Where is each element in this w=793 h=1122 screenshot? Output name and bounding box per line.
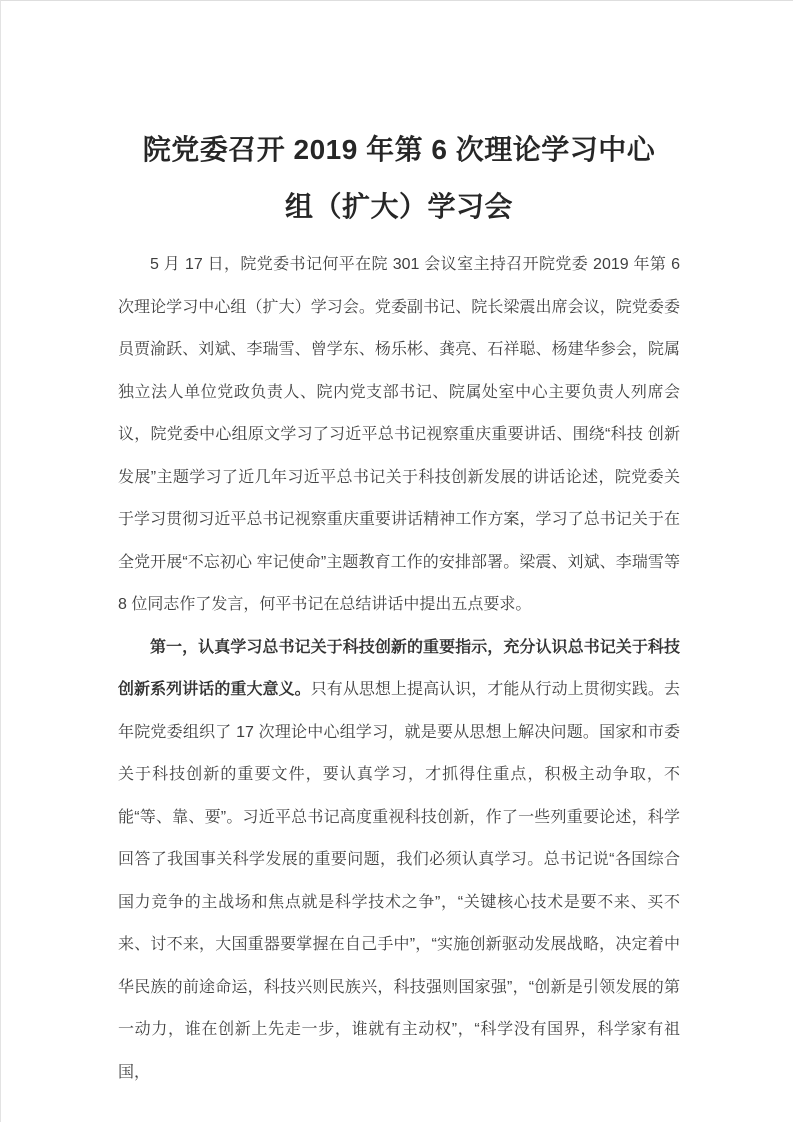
- paragraph-point-one: [118, 627, 680, 1095]
- paragraph-intro-text: 5 月 17 日，院党委书记何平在院 301 会议室主持召开院党委 2019 年第 6 次理论学习中心组（扩大）学习会。党委副书记、院长梁震出席会议，院党委委员贾渝跃、刘斌、李瑞雪、曾学东、杨乐彬、龚亮、石祥聪、杨建华参会，院属独立法人单位党政负责人、院内党支部书记、院属处室中心主要负责人列席会议，院党委中心组原文学习了习近平总书记视察重庆重要讲话、围绕“科技 创新 发展”主题学习了近几年习近平总书记关于科技创新发展的讲话论述，院党委关于学习贯彻习近平总书记视察重庆重要讲话精神工作方案，学习了总书记关于在全党开展“不忘初心 牢记使命”主题教育工作的安排部署。梁震、刘斌、李瑞雪等 8 位同志作了发言，何平书记在总结讲话中提出五点要求。: [118, 256, 680, 613]
- page-title-line-1: 院党委召开 2019 年第 6 次理论学习中心: [142, 134, 656, 165]
- document-body: [118, 244, 680, 1094]
- page-title: [118, 121, 680, 235]
- document-content: [118, 121, 680, 1094]
- paragraph-point-one-lead: 第一，认真学习总书记关于科技创新的重要指示，充分认识总书记关于科技创新系列讲话的重大意义。: [118, 638, 680, 698]
- paragraph-intro: [118, 244, 680, 627]
- paragraph-point-one-text: 只有从思想上提高认识，才能从行动上贯彻实践。去年院党委组织了 17 次理论中心组学习，就是要从思想上解决问题。国家和市委关于科技创新的重要文件，要认真学习，才抓得住重点，积极主动争取，不能“等、靠、要”。习近平总书记高度重视科技创新，作了一些列重要论述，科学回答了我国事关科学发展的重要问题，我们必须认真学习。总书记说“各国综合国力竞争的主战场和焦点就是科学技术之争”，“关键核心技术是要不来、买不来、讨不来，大国重器要掌握在自己手中”，“实施创新驱动发展战略，决定着中华民族的前途命运，科技兴则民族兴，科技强则国家强”，“创新是引领发展的第一动力，谁在创新上先走一步，谁就有主动权”，“科学没有国界，科学家有祖国，: [118, 681, 680, 1081]
- page-title-line-2: 组（扩大）学习会: [284, 191, 513, 222]
